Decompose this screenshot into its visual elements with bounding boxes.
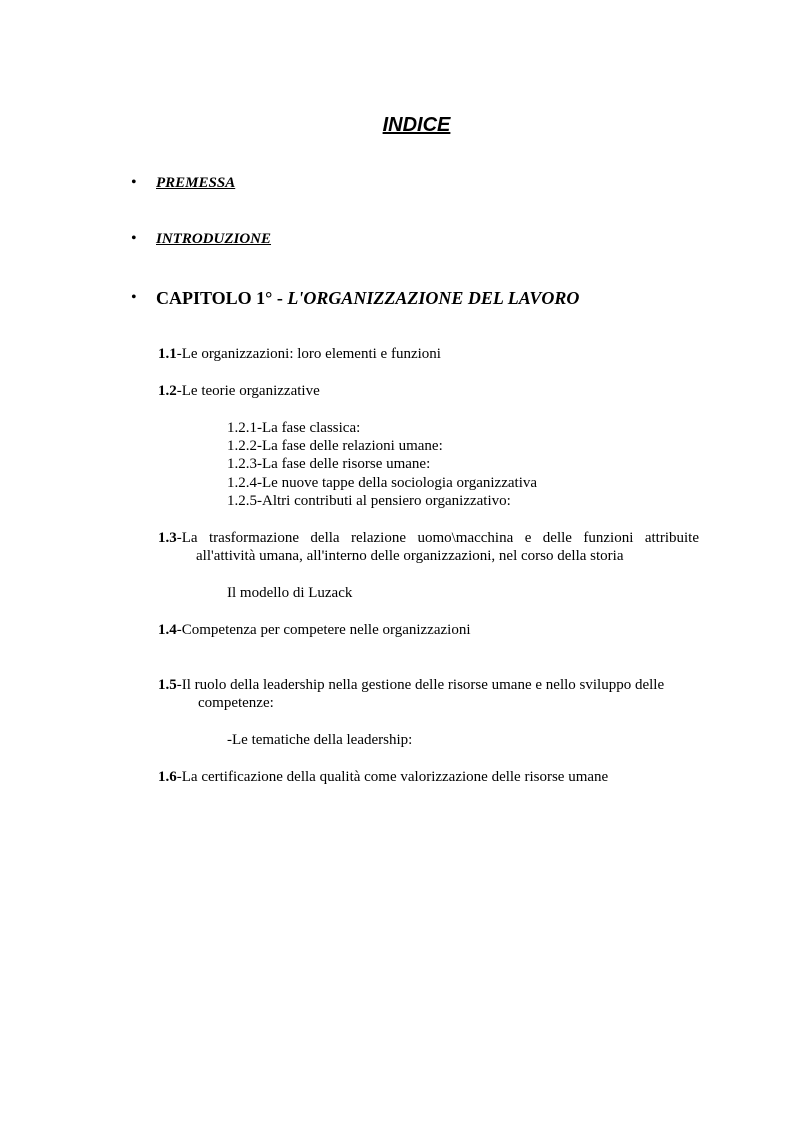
entry-text: -La certificazione della qualità come valorizzazione delle risorse umane (176, 769, 609, 785)
toc-subentry-1-2-5[interactable]: 1.2.5-Altri contributi al pensiero organizzativo: (227, 493, 511, 509)
toc-subentry-1-2-4[interactable]: 1.2.4-Le nuove tappe della sociologia organizzativa (227, 475, 538, 491)
toc-entry-1-5-continuation[interactable]: competenze: (198, 695, 274, 711)
entry-text: -Le teorie organizzative (176, 383, 320, 399)
entry-text: -Le organizzazioni: loro elementi e funzioni (176, 346, 441, 362)
toc-entry-1-1[interactable] (158, 345, 441, 364)
entry-number: 1.4 (158, 622, 177, 638)
entry-number: 1.6 (158, 769, 177, 785)
page-title-text: INDICE (382, 114, 451, 136)
entry-text: -Competenza per competere nelle organizzazioni (176, 622, 471, 638)
toc-subentry-1-2-1[interactable]: 1.2.1-La fase classica: (227, 420, 361, 436)
entry-number: 1.5 (158, 677, 177, 693)
toc-subentry-1-2-2[interactable]: 1.2.2-La fase delle relazioni umane: (227, 438, 443, 454)
toc-subentry-leadership[interactable]: -Le tematiche della leadership: (227, 732, 413, 748)
chapter-prefix: CAPITOLO 1° - (156, 288, 288, 308)
toc-entry-1-3-continuation[interactable]: all'attività umana, all'interno delle organizzazioni, nel corso della storia (196, 548, 624, 564)
chapter-title: L'ORGANIZZAZIONE DEL LAVORO (287, 288, 580, 308)
bullet-icon: • (131, 289, 137, 306)
entry-number: 1.3 (158, 530, 177, 546)
toc-item-introduzione[interactable]: INTRODUZIONE (156, 231, 272, 247)
toc-entry-1-6[interactable] (158, 768, 608, 787)
toc-entry-1-4[interactable] (158, 621, 471, 640)
toc-subentry-1-2-3[interactable]: 1.2.3-La fase delle risorse umane: (227, 456, 431, 472)
toc-subentry-luzack[interactable]: Il modello di Luzack (227, 585, 353, 601)
toc-chapter-1[interactable] (156, 286, 579, 310)
entry-number: 1.2 (158, 383, 177, 399)
page-title (0, 112, 793, 138)
bullet-icon: • (131, 174, 137, 191)
entry-text: -Il ruolo della leadership nella gestione delle risorse umane e nello sviluppo delle (176, 677, 665, 693)
toc-entry-1-3[interactable] (158, 529, 699, 548)
bullet-icon: • (131, 230, 137, 247)
toc-item-premessa[interactable]: PREMESSA (156, 175, 236, 191)
entry-text: -La trasformazione della relazione uomo\macchina e delle funzioni attribuite (176, 530, 699, 546)
toc-entry-1-2[interactable] (158, 382, 320, 401)
toc-entry-1-5[interactable] (158, 676, 664, 695)
entry-number: 1.1 (158, 346, 177, 362)
